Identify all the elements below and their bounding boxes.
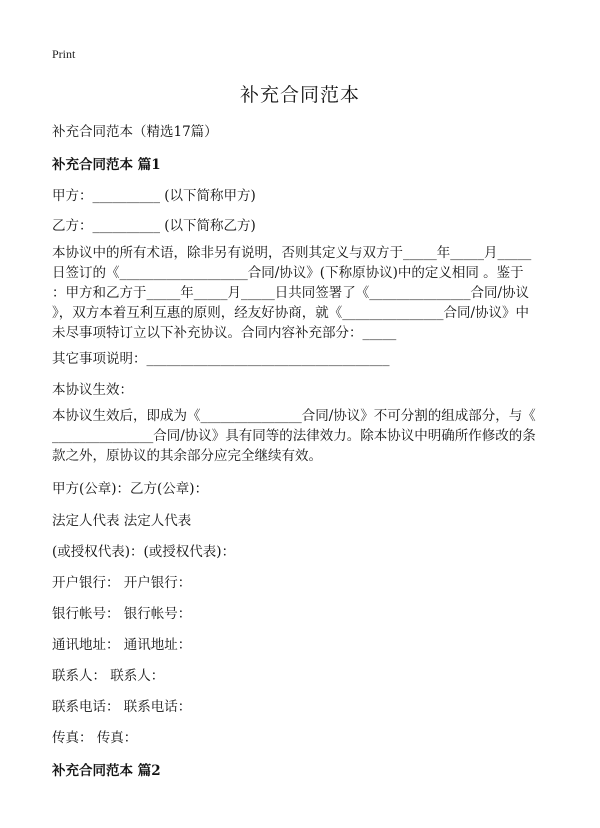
- contact-line: 联系人： 联系人：: [52, 668, 165, 684]
- paragraph-2-line: _______________合同/协议》具有同等的法律效力。除本协议中明确所作修改的条: [52, 428, 536, 444]
- paragraph-1-line: ：甲方和乙方于_____年_____月_____日共同签署了《_______________合同/协议: [52, 285, 530, 301]
- section2-heading: 补充合同范本 篇2: [52, 763, 161, 779]
- paragraph-2-line: 款之外，原协议的其余部分应完全继续有效。: [52, 448, 322, 464]
- authorized-rep-line: (或授权代表)：(或授权代表)：: [52, 544, 236, 560]
- seal-line: 甲方(公章)：乙方(公章)：: [52, 481, 209, 497]
- legal-rep-line: 法定人代表 法定人代表: [52, 513, 192, 529]
- effect-heading: 本协议生效：: [52, 382, 133, 398]
- party-b-line: 乙方：__________ (以下简称乙方): [52, 218, 256, 234]
- fax-line: 传真： 传真：: [52, 730, 138, 746]
- other-matters-line: 其它事项说明：____________________________________: [52, 351, 390, 367]
- phone-line: 联系电话： 联系电话：: [52, 699, 192, 715]
- paragraph-1-line: 未尽事项特订立以下补充协议。合同内容补充部分：_____: [52, 325, 397, 341]
- paragraph-1-line: 》，双方本着互利互惠的原则，经友好协商，就《_______________合同/协议》中: [52, 305, 530, 321]
- bank-line: 开户银行： 开户银行：: [52, 575, 192, 591]
- section1-heading: 补充合同范本 篇1: [52, 157, 161, 173]
- print-link[interactable]: Print: [52, 47, 76, 61]
- paragraph-2-line: 本协议生效后，即成为《_______________合同/协议》不可分割的组成部分，与《: [52, 408, 536, 424]
- account-line: 银行帐号： 银行帐号：: [52, 606, 192, 622]
- paragraph-2: [52, 406, 544, 466]
- document-title: 补充合同范本: [239, 84, 360, 106]
- document-subtitle: 补充合同范本（精选17篇）: [52, 124, 218, 140]
- paragraph-1-line: 日签订的《___________________合同/协议》(下称原协议)中的定义相同 。鉴于: [52, 265, 524, 281]
- party-a-line: 甲方：__________ (以下简称甲方): [52, 188, 256, 204]
- paragraph-1-line: 本协议中的所有术语，除非另有说明，否则其定义与双方于_____年_____月_____: [52, 245, 532, 261]
- address-line: 通讯地址： 通讯地址：: [52, 637, 192, 653]
- paragraph-1: [52, 243, 544, 343]
